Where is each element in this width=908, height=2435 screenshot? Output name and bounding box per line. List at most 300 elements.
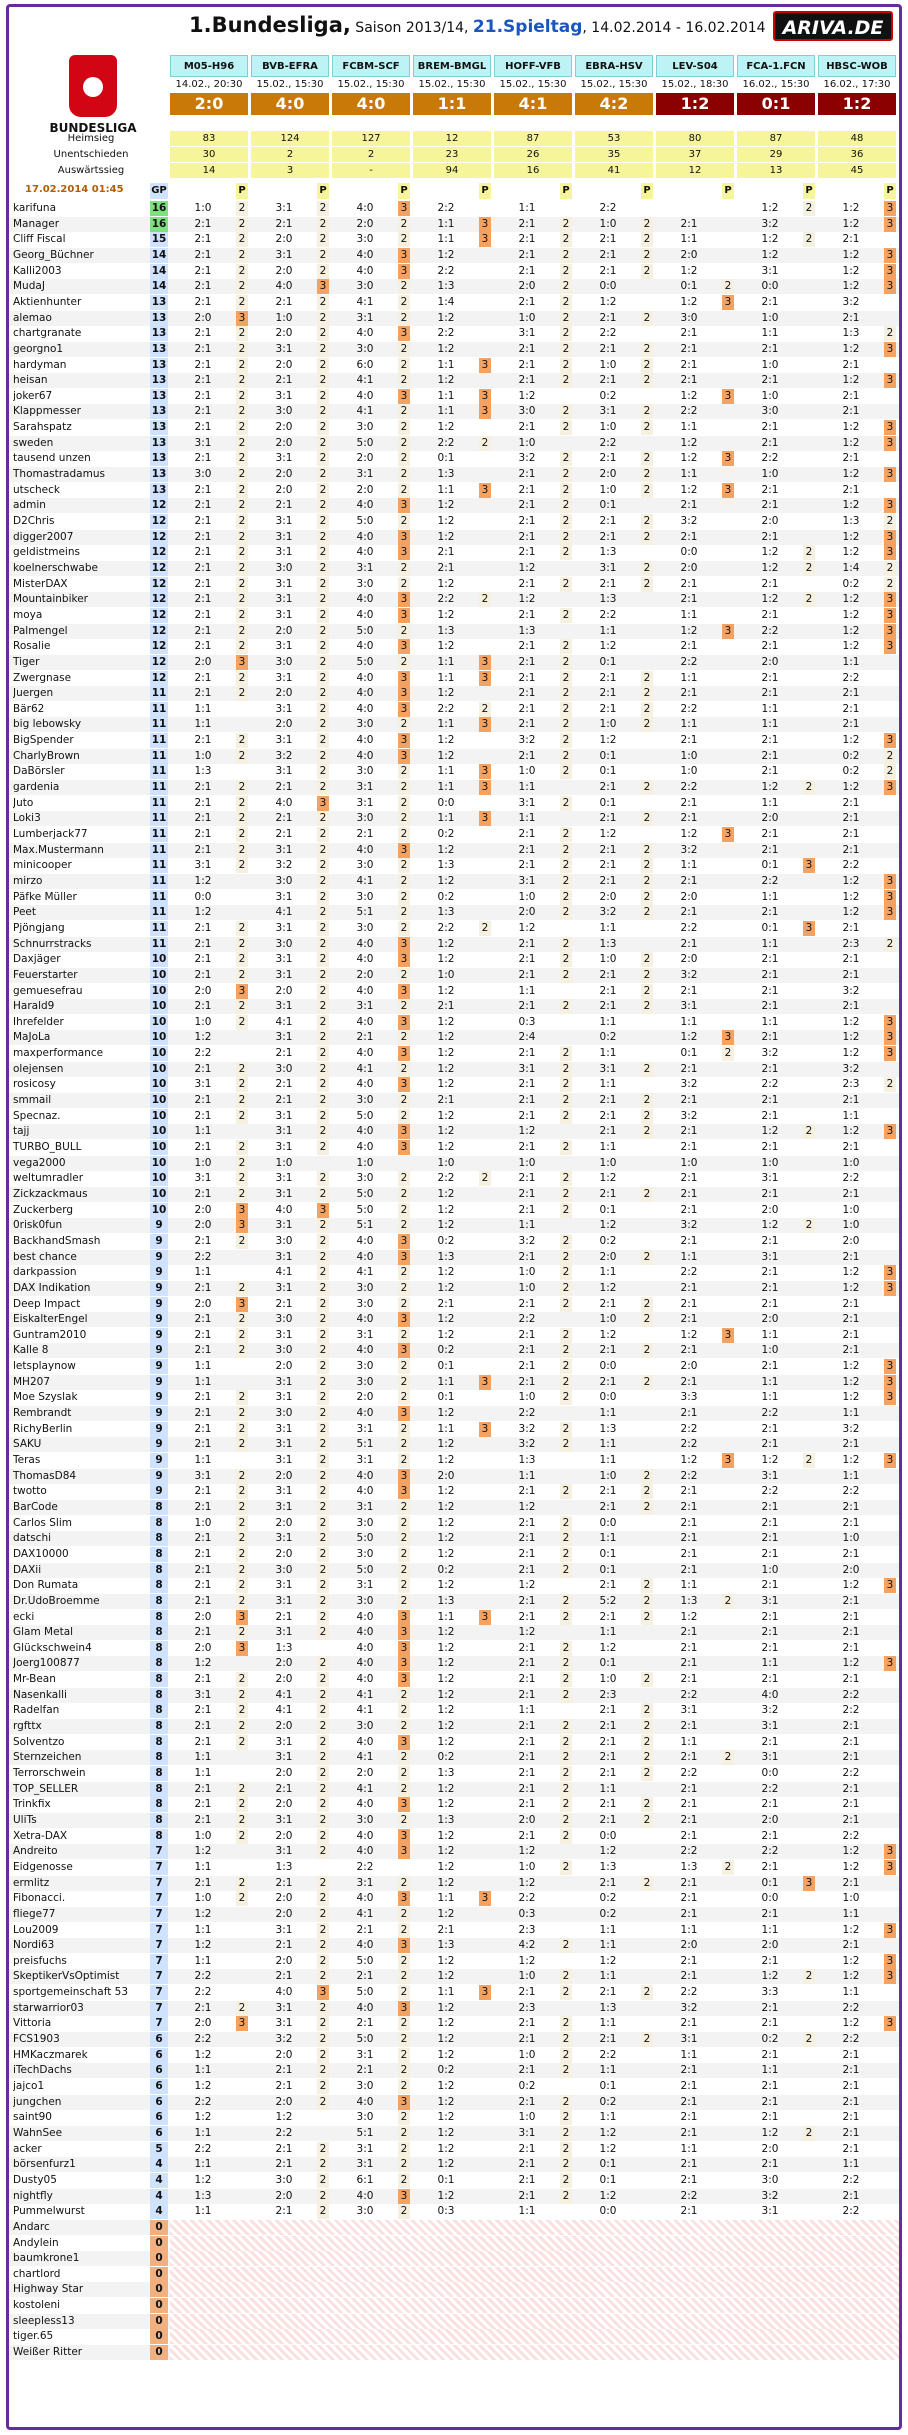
- tip-points: 2: [560, 1359, 572, 1374]
- player-name[interactable]: ecki: [13, 1610, 35, 1623]
- table-row: [9, 639, 899, 654]
- player-name[interactable]: georgno1: [13, 342, 64, 355]
- player-name[interactable]: Fibonacci.: [13, 1892, 66, 1905]
- tip-score: 1:2: [842, 374, 860, 387]
- tip-score: 2:1: [275, 2205, 293, 2218]
- tip-points: 2: [317, 764, 329, 779]
- player-name[interactable]: digger2007: [13, 530, 74, 543]
- tip-score: 2:1: [761, 1281, 779, 1294]
- player-name[interactable]: Andarc: [13, 2220, 50, 2233]
- tip-score: 1:2: [437, 1688, 455, 1701]
- player-name[interactable]: ThomasD84: [13, 1469, 77, 1482]
- player-name[interactable]: TOP_SELLER: [13, 1782, 79, 1795]
- player-name[interactable]: Ihrefelder: [13, 1015, 64, 1028]
- player-name[interactable]: Mr-Bean: [13, 1673, 56, 1686]
- player-points: 8: [150, 1813, 168, 1828]
- tip-score: 2:1: [518, 1047, 536, 1060]
- game-result: 0:1: [737, 93, 815, 115]
- tip-score: 1:1: [599, 1626, 617, 1639]
- player-name[interactable]: saint90: [13, 2111, 52, 2124]
- player-name[interactable]: Aktienhunter: [13, 295, 82, 308]
- player-name[interactable]: BarCode: [13, 1500, 58, 1513]
- player-name[interactable]: Sarahspatz: [13, 421, 72, 434]
- tip-points: 2: [560, 1437, 572, 1452]
- player-name[interactable]: Dusty05: [13, 2173, 57, 2186]
- player-name[interactable]: smmail: [13, 1094, 52, 1107]
- player-name[interactable]: Harald9: [13, 1000, 55, 1013]
- table-row: [9, 1375, 899, 1390]
- player-name[interactable]: Daxjäger: [13, 953, 61, 966]
- title-matchday: 21.Spieltag: [472, 17, 583, 37]
- player-name[interactable]: Trinkfix: [13, 1798, 51, 1811]
- player-name[interactable]: Terrorschwein: [13, 1767, 86, 1779]
- tip-score: 2:0: [194, 311, 212, 324]
- table-row: [9, 1484, 899, 1499]
- player-name[interactable]: tausend unzen: [13, 452, 91, 465]
- table-row: [9, 1531, 899, 1546]
- player-name[interactable]: Manager: [13, 217, 60, 230]
- tip-score: 1:1: [761, 2064, 779, 2077]
- player-name[interactable]: BigSpender: [13, 734, 74, 747]
- tip-score: 1:0: [194, 1015, 212, 1028]
- player-name[interactable]: DAX Indikation: [13, 1281, 91, 1294]
- player-name[interactable]: Glam Metal: [13, 1626, 74, 1639]
- player-name[interactable]: MH207: [13, 1375, 50, 1388]
- player-name[interactable]: D2Chris: [13, 515, 55, 527]
- tip-points: 2: [236, 373, 248, 388]
- table-row: [9, 1062, 899, 1077]
- player-name[interactable]: Carlos Slim: [13, 1516, 72, 1529]
- player-name[interactable]: Weißer Ritter: [13, 2346, 83, 2359]
- tip-score: 2:2: [680, 655, 698, 668]
- table-row: [9, 1547, 899, 1562]
- player-name[interactable]: RichyBerlin: [13, 1422, 73, 1435]
- player-name[interactable]: Moe Szyslak: [13, 1391, 78, 1404]
- player-name[interactable]: BackhandSmash: [13, 1234, 101, 1247]
- game-team[interactable]: M05-H96: [170, 55, 248, 77]
- player-name[interactable]: Päfke Müller: [13, 890, 77, 903]
- tip-score: 1:1: [761, 890, 779, 903]
- player-name[interactable]: EiskalterEngel: [13, 1313, 88, 1326]
- tip-score: 2:0: [275, 1829, 293, 1842]
- tip-score: 2:1: [761, 483, 779, 496]
- player-name[interactable]: koelnerschwabe: [13, 561, 98, 574]
- game-team[interactable]: FCA-1.FCN: [737, 55, 815, 77]
- player-name[interactable]: MaJoLa: [13, 1031, 51, 1044]
- tip-points: 2: [641, 311, 653, 326]
- player-name[interactable]: Lumberjack77: [13, 828, 88, 840]
- player-name[interactable]: Rembrandt: [13, 1407, 72, 1420]
- tip-score: 1:2: [437, 2017, 455, 2030]
- tip-points: 2: [641, 467, 653, 482]
- tip-score: 0:2: [761, 2033, 779, 2046]
- player-name[interactable]: alemao: [13, 311, 52, 324]
- tip-score: 2:1: [194, 280, 212, 293]
- tip-score: 1:2: [599, 1172, 617, 1185]
- player-name[interactable]: Zwergnase: [13, 671, 72, 684]
- player-name[interactable]: best chance: [13, 1250, 77, 1263]
- tip-score: 3:1: [275, 202, 293, 214]
- player-name[interactable]: moya: [13, 608, 43, 621]
- player-name[interactable]: joker67: [13, 389, 53, 402]
- game-team[interactable]: BVB-EFRA: [251, 55, 329, 77]
- player-name[interactable]: Andylein: [13, 2236, 59, 2249]
- player-name[interactable]: FCS1903: [13, 2033, 60, 2046]
- player-name[interactable]: Max.Mustermann: [13, 843, 104, 856]
- player-name[interactable]: big lebowsky: [13, 718, 82, 731]
- player-name[interactable]: Pjöngjang: [13, 921, 65, 934]
- player-name[interactable]: iTechDachs: [13, 2064, 72, 2077]
- player-name[interactable]: olejensen: [13, 1062, 64, 1075]
- player-name[interactable]: kostoleni: [13, 2299, 61, 2312]
- table-row: [9, 577, 899, 592]
- table-row: [9, 389, 899, 404]
- table-row: [9, 1610, 899, 1625]
- player-name[interactable]: SAKU: [13, 1438, 42, 1451]
- tip-points: 2: [398, 1030, 410, 1045]
- tip-points: 2: [236, 2001, 248, 2016]
- tip-points: 3: [479, 1891, 491, 1906]
- player-name[interactable]: maxperformance: [13, 1047, 104, 1060]
- tip-points: 2: [803, 780, 815, 795]
- ariva-logo[interactable]: ARIVA.DE: [773, 11, 893, 41]
- player-name[interactable]: Juto: [13, 796, 34, 809]
- tip-score: 2:1: [599, 1579, 617, 1592]
- tip-score: 2:1: [194, 1141, 212, 1153]
- player-name[interactable]: Zuckerberg: [13, 1203, 74, 1216]
- player-name[interactable]: starwarrior03: [13, 2001, 84, 2014]
- player-name[interactable]: letsplaynow: [13, 1360, 76, 1373]
- player-name[interactable]: Mountainbiker: [13, 593, 88, 606]
- player-name[interactable]: Eidgenosse: [13, 1860, 73, 1873]
- player-name[interactable]: hardyman: [13, 358, 67, 371]
- tip-score: 2:1: [518, 1782, 536, 1795]
- player-name[interactable]: HMKaczmarek: [13, 2048, 88, 2061]
- player-name[interactable]: Dr.UdoBroemme: [13, 1594, 100, 1607]
- player-name[interactable]: utscheck: [13, 483, 60, 496]
- player-name[interactable]: gemuesefrau: [13, 984, 83, 997]
- tip-score: 2:1: [194, 358, 212, 371]
- player-name[interactable]: Loki3: [13, 812, 41, 825]
- tip-points: 2: [641, 577, 653, 592]
- tip-score: 2:1: [518, 1767, 536, 1779]
- player-name[interactable]: twotto: [13, 1485, 47, 1498]
- tip-score: 2:2: [680, 1845, 698, 1858]
- tip-points: 2: [317, 1766, 329, 1781]
- table-row: [9, 811, 899, 826]
- tip-score: 1:2: [437, 1266, 455, 1279]
- player-name[interactable]: Specnaz.: [13, 1109, 61, 1122]
- player-name[interactable]: Xetra-DAX: [13, 1829, 68, 1842]
- player-name[interactable]: Juergen: [13, 687, 54, 700]
- tip-score: 2:1: [518, 2189, 536, 2202]
- tip-points: 2: [236, 561, 248, 576]
- tip-points: 2: [560, 451, 572, 466]
- player-name[interactable]: sportgemeinschaft 53: [13, 1986, 129, 1999]
- player-name[interactable]: chartlord: [13, 2267, 61, 2280]
- player-points: 12: [151, 546, 167, 559]
- tip-score: 2:1: [194, 1594, 212, 1607]
- page-title: [189, 13, 766, 37]
- tip-points: 3: [884, 733, 896, 748]
- player-name[interactable]: Cliff Fiscal: [13, 233, 66, 246]
- player-name[interactable]: Kalle 8: [13, 1344, 49, 1357]
- player-name[interactable]: preisfuchs: [13, 1954, 67, 1967]
- game-team[interactable]: FCBM-SCF: [332, 55, 410, 77]
- tip-points: 2: [398, 279, 410, 294]
- player-name[interactable]: Pummelwurst: [13, 2205, 85, 2218]
- tip-points: 3: [398, 1077, 410, 1092]
- player-points: 10: [151, 1203, 167, 1216]
- tip-points: 2: [560, 764, 572, 779]
- tip-points: 2: [398, 1203, 410, 1218]
- tip-score: 2:1: [518, 640, 536, 653]
- player-name[interactable]: Glückschwein4: [13, 1641, 92, 1654]
- tip-points: 3: [722, 1453, 734, 1468]
- tip-score: 3:1: [761, 1594, 779, 1607]
- tip-score: 1:2: [437, 1532, 455, 1545]
- player-name[interactable]: SkeptikerVsOptimist: [13, 1970, 120, 1983]
- tip-points: 2: [560, 1297, 572, 1312]
- player-name[interactable]: minicooper: [13, 859, 72, 872]
- player-name[interactable]: Klappmesser: [13, 405, 81, 418]
- player-name[interactable]: chartgranate: [13, 327, 82, 340]
- player-name[interactable]: börsenfurz1: [13, 2158, 76, 2171]
- game-team[interactable]: HOFF-VFB: [494, 55, 572, 77]
- tip-points: 2: [317, 937, 329, 952]
- table-row: [9, 999, 899, 1014]
- tip-score: 1:2: [842, 202, 860, 214]
- table-row: [9, 2236, 899, 2251]
- tip-points: 2: [236, 420, 248, 435]
- player-points: 10: [151, 1047, 167, 1060]
- tip-points: 2: [641, 483, 653, 498]
- tip-score: 2:1: [518, 1610, 536, 1623]
- tip-points: 2: [560, 1985, 572, 2000]
- player-points: 10: [151, 1078, 167, 1091]
- tip-points: 2: [236, 827, 248, 842]
- player-points: 11: [151, 781, 167, 794]
- player-name[interactable]: Feuerstarter: [13, 968, 78, 981]
- tip-points: 2: [317, 232, 329, 247]
- tip-score: 1:1: [761, 1923, 779, 1936]
- tip-score: 1:2: [599, 2189, 617, 2202]
- player-name[interactable]: rgfttx: [13, 1720, 42, 1733]
- tip-score: 2:0: [761, 655, 779, 668]
- tip-points: 2: [560, 1171, 572, 1186]
- player-name[interactable]: Zickzackmaus: [13, 1187, 88, 1200]
- player-name[interactable]: Palmengel: [13, 624, 68, 637]
- player-name[interactable]: Joerg100877: [13, 1657, 80, 1670]
- player-name[interactable]: acker: [13, 2142, 42, 2155]
- player-name[interactable]: geldistmeins: [13, 546, 80, 559]
- tip-points: 3: [398, 389, 410, 404]
- player-name[interactable]: MisterDAX: [13, 577, 68, 590]
- tip-score: 1:2: [761, 561, 779, 574]
- tip-points: 3: [884, 1359, 896, 1374]
- no-tips-area: [170, 2251, 899, 2266]
- player-name[interactable]: Highway Star: [13, 2283, 84, 2296]
- player-name[interactable]: CharlyBrown: [13, 749, 80, 762]
- player-name[interactable]: Deep Impact: [13, 1297, 81, 1310]
- tip-score: 2:1: [194, 671, 212, 684]
- table-row: [9, 1077, 899, 1092]
- tip-points: 2: [236, 999, 248, 1014]
- tip-score: 3:0: [356, 765, 374, 778]
- tip-score: 2:1: [599, 1109, 617, 1122]
- tip-score: 3:0: [356, 1094, 374, 1107]
- tip-score: 3:1: [275, 1845, 293, 1858]
- table-row: [9, 2345, 899, 2360]
- player-name[interactable]: Lou2009: [13, 1923, 59, 1936]
- tip-score: 0:1: [437, 1360, 455, 1373]
- player-name[interactable]: Don Rumata: [13, 1579, 79, 1592]
- tip-points: 2: [884, 326, 896, 341]
- player-name[interactable]: Andreito: [13, 1845, 58, 1858]
- player-name[interactable]: rosicosy: [13, 1078, 56, 1091]
- player-name[interactable]: tajj: [13, 1125, 30, 1138]
- tip-points: 3: [884, 1578, 896, 1593]
- tip-score: 3:2: [680, 1109, 698, 1122]
- tip-score: 2:2: [680, 405, 698, 418]
- player-name[interactable]: Kalli2003: [13, 264, 62, 277]
- tip-score: 3:0: [275, 1313, 293, 1326]
- tip-score: 2:1: [518, 1516, 536, 1529]
- player-name[interactable]: ermlitz: [13, 1876, 50, 1889]
- tip-points: 3: [398, 1484, 410, 1499]
- tip-score: 1:2: [518, 389, 536, 402]
- player-name[interactable]: MudaJ: [13, 280, 45, 293]
- player-name[interactable]: mirzo: [13, 874, 43, 887]
- player-name[interactable]: 0risk0fun: [13, 1219, 63, 1232]
- player-name[interactable]: DAX10000: [13, 1547, 69, 1560]
- tip-score: 1:2: [437, 248, 455, 261]
- player-name[interactable]: admin: [13, 499, 46, 512]
- player-name[interactable]: WahnSee: [13, 2126, 63, 2139]
- tip-score: 2:1: [518, 687, 536, 700]
- stats-value: 80: [656, 131, 734, 146]
- player-name[interactable]: tiger.65: [13, 2330, 54, 2343]
- tip-points: 2: [641, 1312, 653, 1327]
- tip-score: 1:1: [842, 1469, 860, 1482]
- tip-score: 1:0: [761, 1344, 779, 1357]
- player-name[interactable]: Radelfan: [13, 1704, 60, 1717]
- player-points: 8: [150, 1625, 168, 1640]
- tip-score: 1:2: [842, 1281, 860, 1294]
- player-name[interactable]: Thomastradamus: [13, 468, 105, 481]
- tip-score: 2:1: [275, 2158, 293, 2171]
- tip-score: 1:2: [437, 2001, 455, 2014]
- tip-score: 2:0: [275, 1798, 293, 1811]
- tip-score: 2:1: [194, 1000, 212, 1013]
- player-name[interactable]: Vittoria: [13, 2017, 52, 2030]
- tip-points: 3: [479, 655, 491, 670]
- player-name[interactable]: vega2000: [13, 1156, 66, 1169]
- tip-score: 2:1: [680, 734, 698, 747]
- tip-score: 2:1: [599, 687, 617, 700]
- player-name[interactable]: jungchen: [13, 2095, 62, 2108]
- player-points: 10: [151, 1172, 167, 1185]
- tip-points: 2: [641, 1813, 653, 1828]
- player-name[interactable]: sweden: [13, 436, 54, 449]
- player-name[interactable]: fliege77: [13, 1907, 56, 1920]
- game-team[interactable]: HBSC-WOB: [818, 55, 896, 77]
- player-name[interactable]: jajco1: [13, 2080, 45, 2092]
- player-name[interactable]: Solventzo: [13, 1735, 65, 1748]
- player-name[interactable]: Georg_Büchner: [13, 248, 94, 261]
- tip-score: 2:1: [518, 1297, 536, 1310]
- game-team[interactable]: BREM-BMGL: [413, 55, 491, 77]
- player-name[interactable]: DaBörsler: [13, 765, 65, 778]
- player-name[interactable]: Rosalie: [13, 640, 51, 653]
- tip-score: 3:1: [275, 1000, 293, 1013]
- tip-score: 2:1: [842, 1141, 860, 1153]
- game-team[interactable]: EBRA-HSV: [575, 55, 653, 77]
- tip-score: 2:1: [275, 1939, 293, 1952]
- tip-score: 1:2: [842, 546, 860, 559]
- player-name[interactable]: Teras: [13, 1454, 41, 1466]
- tip-points: 2: [560, 1797, 572, 1812]
- tip-score: 2:1: [761, 499, 779, 512]
- player-name[interactable]: datschi: [13, 1532, 52, 1545]
- tip-score: 0:0: [761, 280, 779, 293]
- player-name[interactable]: Tiger: [13, 655, 40, 668]
- tip-score: 1:0: [842, 1219, 860, 1232]
- tip-points: 2: [317, 1907, 329, 1922]
- game-team[interactable]: LEV-S04: [656, 55, 734, 77]
- tip-points: 2: [317, 1390, 329, 1405]
- tip-score: 3:1: [275, 546, 293, 559]
- tip-score: 1:1: [599, 624, 617, 637]
- player-name[interactable]: heisan: [13, 374, 48, 387]
- player-name[interactable]: Schnurrstracks: [13, 937, 92, 950]
- player-name[interactable]: Guntram2010: [13, 1328, 87, 1341]
- player-name[interactable]: nightfly: [13, 2189, 53, 2202]
- tip-score: 6:0: [356, 358, 374, 371]
- player-name[interactable]: Peet: [13, 906, 36, 919]
- tip-score: 2:1: [518, 1172, 536, 1185]
- player-name[interactable]: sleepless13: [13, 2314, 75, 2327]
- player-name[interactable]: karifuna: [13, 202, 57, 214]
- player-name[interactable]: baumkrone1: [13, 2252, 80, 2265]
- tip-points: 2: [398, 373, 410, 388]
- tip-score: 1:1: [761, 327, 779, 340]
- player-name[interactable]: gardenia: [13, 781, 60, 794]
- player-name[interactable]: TURBO_BULL: [13, 1141, 82, 1153]
- player-name[interactable]: Bär62: [13, 702, 45, 715]
- table-row: [9, 796, 899, 811]
- player-name[interactable]: weltumradler: [13, 1172, 84, 1185]
- tip-score: 2:2: [437, 1172, 455, 1185]
- tip-score: 3:0: [356, 233, 374, 246]
- player-name[interactable]: darkpassion: [13, 1266, 77, 1279]
- tip-score: 2:2: [599, 202, 617, 214]
- tip-score: 2:1: [518, 1594, 536, 1607]
- stats-value: 2: [251, 147, 329, 162]
- tip-points: 2: [317, 1312, 329, 1327]
- player-name[interactable]: Sternzeichen: [13, 1751, 82, 1764]
- tip-score: 1:0: [518, 1156, 536, 1169]
- tip-score: 3:1: [356, 1000, 374, 1013]
- tip-score: 2:1: [599, 1720, 617, 1733]
- player-name[interactable]: DAXii: [13, 1563, 42, 1576]
- player-points: 11: [151, 859, 167, 872]
- tip-score: 1:2: [437, 1516, 455, 1529]
- player-name[interactable]: Nordi63: [13, 1939, 55, 1952]
- player-name[interactable]: Nasenkalli: [13, 1688, 67, 1701]
- player-name[interactable]: UliTs: [13, 1813, 37, 1826]
- tip-score: 2:1: [842, 921, 860, 934]
